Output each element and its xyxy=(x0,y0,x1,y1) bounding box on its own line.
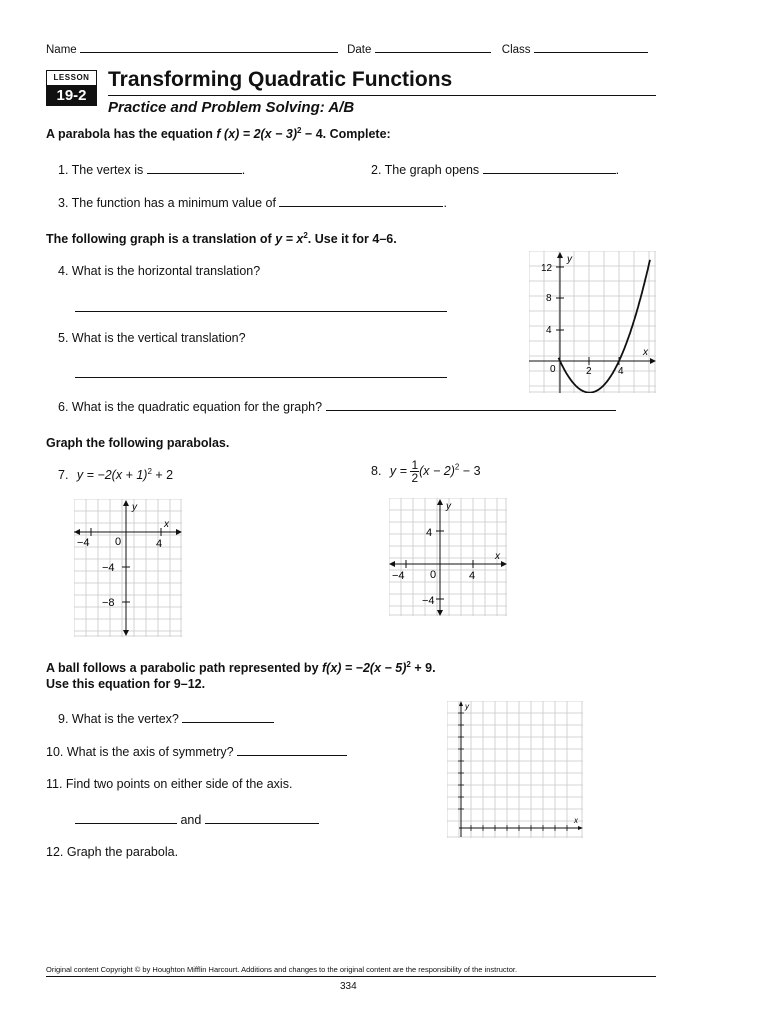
q7-equation: y = −2(x + 1) xyxy=(76,468,148,483)
y-tick-8: 8 xyxy=(546,293,552,304)
q9-answer-blank[interactable] xyxy=(182,710,274,723)
section1-exp: 2 xyxy=(297,126,302,135)
question-11: 11. Find two points on either side of the axis. xyxy=(46,777,293,791)
question-11-answers xyxy=(75,811,319,827)
q8-number: 8. xyxy=(371,463,382,478)
section4-tail: + 9. xyxy=(410,661,436,676)
graph-q7-label-4x: 4 xyxy=(156,538,163,550)
graph-q12-ticks xyxy=(458,713,567,831)
section1-intro xyxy=(46,126,391,141)
q8-fraction xyxy=(410,459,419,484)
x-tick-2: 2 xyxy=(586,366,592,377)
section4-intro xyxy=(46,660,436,675)
question-4: 4. What is the horizontal translation? xyxy=(58,264,261,278)
q7-exp: 2 xyxy=(147,467,152,476)
section2-intro xyxy=(46,231,397,246)
copyright-notice: Original content Copyright © by Houghton Mifflin Harcourt. Additions and changes to the original content are the responsibility of the instructor. xyxy=(46,965,518,974)
q2-text: 2. The graph opens xyxy=(371,163,480,177)
y-tick-4: 4 xyxy=(546,325,552,336)
graph-q8-label-4y: 4 xyxy=(426,527,433,539)
q8-exp: 2 xyxy=(454,462,460,472)
question-9 xyxy=(58,710,274,726)
page-subtitle: Practice and Problem Solving: A/B xyxy=(108,99,355,116)
graph-q7-label-neg8y: −8 xyxy=(102,597,115,609)
page-number: 334 xyxy=(340,981,357,992)
q6-text: 6. What is the quadratic equation for the graph? xyxy=(58,400,323,414)
q11-and: and xyxy=(180,813,202,827)
section1-intro-text: A parabola has the equation xyxy=(46,127,217,142)
q8-tail: − 3 xyxy=(459,463,481,478)
lesson-number: 19-2 xyxy=(46,86,97,106)
translation-graph xyxy=(529,251,656,393)
question-6 xyxy=(58,398,616,414)
y-arrow-icon xyxy=(123,500,129,506)
x-tick-0: 0 xyxy=(550,364,556,375)
q5-answer-line[interactable] xyxy=(75,377,447,378)
section4-intro2: Use this equation for 9–12. xyxy=(46,677,206,691)
section2-exp: 2 xyxy=(303,231,308,240)
footer-rule xyxy=(46,976,656,977)
x-arrow-left-icon xyxy=(74,529,80,535)
section1-intro-suffix: − 4. Complete: xyxy=(301,127,391,142)
question-10 xyxy=(46,743,347,759)
translation-graph-y-label: y xyxy=(567,254,572,265)
graph-q7[interactable] xyxy=(74,499,182,637)
graph-q12[interactable] xyxy=(447,701,583,838)
q6-answer-blank[interactable] xyxy=(326,398,616,411)
q7-tail: + 2 xyxy=(151,468,174,483)
x-arrow-left-icon xyxy=(389,561,395,567)
question-3: 3. The function has a minimum value of . xyxy=(58,196,447,210)
q8-fraction-numerator: 1 xyxy=(411,458,419,472)
graph-q8-label-4x: 4 xyxy=(469,570,476,582)
name-line xyxy=(46,40,648,56)
q3-text: 3. The function has a minimum value of xyxy=(58,196,276,210)
class-field[interactable] xyxy=(534,40,648,53)
q3-answer-blank[interactable] xyxy=(279,194,443,207)
x-tick-4: 4 xyxy=(618,366,624,377)
graph-q8-x-label: x xyxy=(495,551,500,562)
graph-q8-label-neg4y: −4 xyxy=(422,595,435,607)
q4-answer-line[interactable] xyxy=(75,311,447,312)
section4-intro-text: A ball follows a parabolic path represented by xyxy=(46,661,322,676)
question-12: 12. Graph the parabola. xyxy=(46,845,179,859)
title-rule xyxy=(108,95,656,96)
date-field[interactable] xyxy=(375,40,491,53)
y-arrow-icon xyxy=(437,499,443,505)
question-7 xyxy=(58,467,173,482)
graph-q8[interactable] xyxy=(389,498,507,616)
q1-answer-blank[interactable] xyxy=(147,161,242,174)
q2-answer-blank[interactable] xyxy=(483,161,616,174)
section2-intro-suffix: . Use it for 4–6. xyxy=(307,232,397,247)
section4-equation: f(x) = −2(x − 5) xyxy=(322,661,407,676)
q8-equation: (x − 2) xyxy=(419,463,455,478)
graph-q8-label-neg4x: −4 xyxy=(392,570,405,582)
lesson-label: LESSON xyxy=(46,70,97,86)
q1-text: 1. The vertex is xyxy=(58,163,144,177)
graph-q8-y-label: y xyxy=(446,501,451,512)
q10-text: 10. What is the axis of symmetry? xyxy=(46,745,234,759)
y-arrow-icon xyxy=(459,701,463,706)
q11-answer-blank-1[interactable] xyxy=(75,811,177,824)
question-2: 2. The graph opens . xyxy=(371,163,620,177)
q11-answer-blank-2[interactable] xyxy=(205,811,319,824)
q9-text: 9. What is the vertex? xyxy=(58,712,179,726)
graph-q7-label-neg4x: −4 xyxy=(77,537,90,549)
class-label: Class xyxy=(501,44,531,56)
name-label: Name xyxy=(46,44,77,56)
question-1: 1. The vertex is . xyxy=(58,163,246,177)
y-tick-12: 12 xyxy=(541,263,553,274)
question-5: 5. What is the vertical translation? xyxy=(58,331,246,345)
q8-fraction-denominator: 2 xyxy=(411,471,419,485)
translation-graph-x-label: x xyxy=(643,347,648,358)
section2-equation: y = x xyxy=(275,232,304,247)
graph-q7-label-origin: 0 xyxy=(115,536,122,548)
page-title: Transforming Quadratic Functions xyxy=(108,68,453,91)
graph-q8-label-origin: 0 xyxy=(430,569,437,581)
section4-exp: 2 xyxy=(406,660,411,669)
graph-q7-y-label: y xyxy=(132,502,137,513)
q7-number: 7. xyxy=(58,468,69,483)
question-8 xyxy=(371,459,481,484)
graph-q12-x-label: x xyxy=(574,816,578,825)
y-arrow-down-icon xyxy=(123,630,129,636)
y-arrow-icon xyxy=(557,252,563,258)
section1-equation: f (x) = 2(x − 3) xyxy=(216,127,297,142)
name-field[interactable] xyxy=(80,40,338,53)
date-label: Date xyxy=(347,44,372,56)
graph-q7-label-neg4y: −4 xyxy=(102,562,115,574)
graph-q7-x-label: x xyxy=(164,519,169,530)
q10-answer-blank[interactable] xyxy=(237,743,347,756)
q8-prefix: y = xyxy=(389,463,407,478)
section2-intro-text: The following graph is a translation of xyxy=(46,232,276,247)
lesson-badge xyxy=(46,70,97,104)
section3-heading: Graph the following parabolas. xyxy=(46,436,230,450)
graph-q12-y-label: y xyxy=(465,702,469,711)
